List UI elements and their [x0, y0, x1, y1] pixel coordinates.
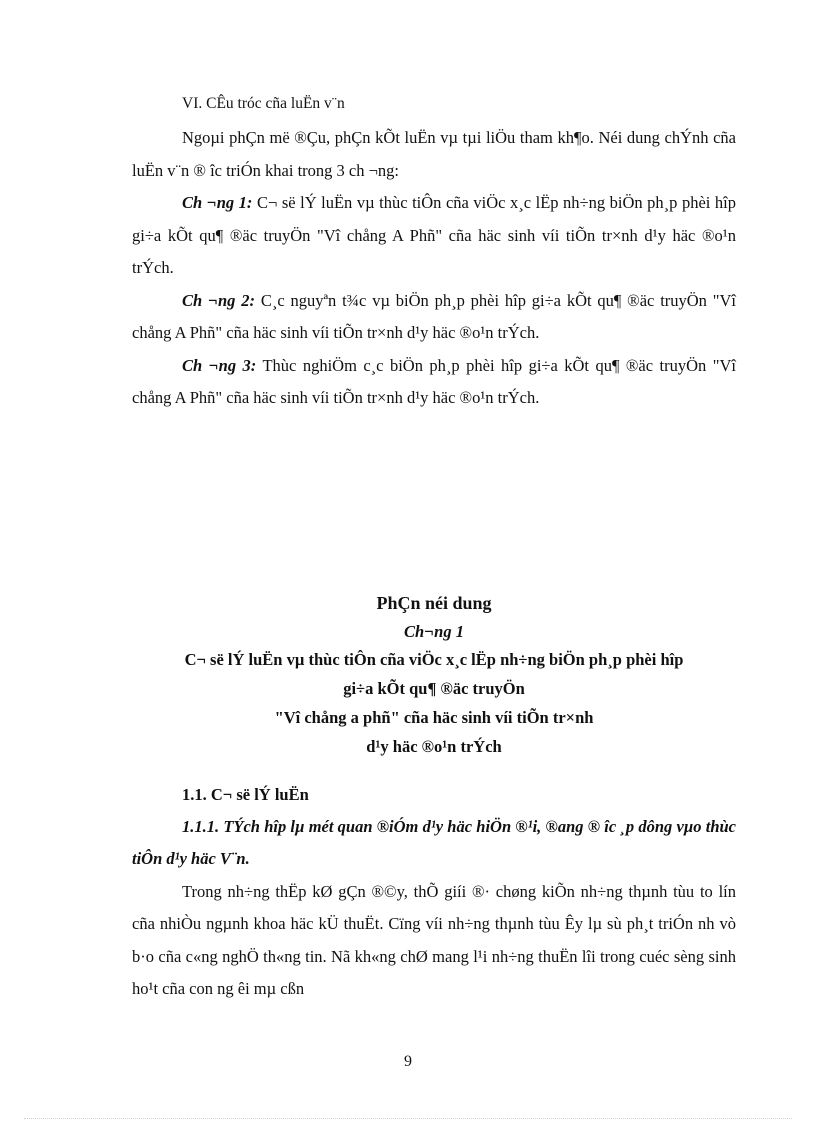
- chapter-1-label: Ch ¬ng 1:: [182, 193, 253, 212]
- part-title: PhÇn néi dung: [376, 592, 492, 613]
- section-1-1-1-heading: 1.1.1. TÝch hîp lµ mét quan ®iÓm d¹y häc hiÖn ®¹i, ®ang ® îc ¸p dông vµo thùc tiÔn d¹y häc V¨n.: [132, 816, 736, 868]
- blank-space: [132, 415, 736, 587]
- chapter-title-line-2: gi÷a kÕt qu¶ ®äc truyÖn: [343, 678, 525, 698]
- page-number: 9: [404, 1053, 412, 1070]
- body-paragraph: Trong nh÷ng thËp kØ gÇn ®©y, thÕ giíi ®· chøng kiÕn nh÷ng thµnh tùu to lín cña nhiÒu ngµnh khoa häc kÜ thuËt. Cïng víi nh÷ng thµnh tùu Êy lµ sù ph¸t triÓn nh vò b·o cña c«ng nghÖ th«ng tin. Nã kh«ng chØ mang l¹i nh÷ng thuËn lîi trong cuéc sèng sinh ho¹t cña con ng êi mµ cßn: [132, 881, 736, 998]
- intro-paragraph: Ngoµi phÇn më ®Çu, phÇn kÕt luËn vµ tµi liÖu tham kh¶o. Néi dung chÝnh cña luËn v¨n ® îc triÓn khai trong 3 ch ¬ng:: [132, 128, 736, 180]
- chapter-3-label: Ch ¬ng 3:: [182, 355, 257, 375]
- chapter-title-line-4: d¹y häc ®o¹n trÝch: [366, 736, 502, 756]
- chapter-1-text: C¬ së lÝ luËn vµ thùc tiÔn cña viÖc x¸c lËp nh÷ng biÖn ph¸p phèi hîp gi÷a kÕt qu¶ ®äc truyÖn "Vî chång A Phñ" cña häc sinh víi tiÕn tr×nh d¹y häc ®o¹n trÝch.: [132, 193, 736, 277]
- page-bottom-divider: [24, 1118, 792, 1119]
- section-vi-heading: VI. CÊu tróc cña luËn v¨n: [182, 95, 345, 112]
- chapter-3-text: Thùc nghiÖm c¸c biÖn ph¸p phèi hîp gi÷a kÕt qu¶ ®äc truyÖn "Vî chång A Phñ" cña häc sinh víi tiÕn tr×nh d¹y häc ®o¹n trÝch.: [132, 355, 736, 407]
- chapter-2-text: C¸c nguyªn t¾c vµ biÖn ph¸p phèi hîp gi÷a kÕt qu¶ ®äc truyÖn "Vî chång A Phñ" cña häc sinh víi tiÕn tr×nh d¹y häc ®o¹n trÝch.: [132, 290, 736, 342]
- chapter-2-label: Ch ¬ng 2:: [182, 290, 255, 310]
- chapter-1-summary: [132, 187, 736, 285]
- page-content: [132, 90, 736, 1006]
- chapter-3-summary: [132, 350, 736, 415]
- chapter-2-summary: [132, 285, 736, 350]
- chapter-label: Ch¬ng 1: [404, 621, 464, 641]
- chapter-title-line-1: C¬ së lÝ luËn vµ thùc tiÔn cña viÖc x¸c lËp nh÷ng biÖn ph¸p phèi hîp: [184, 649, 684, 669]
- section-1-1-heading: 1.1. C¬ së lÝ luËn: [182, 784, 309, 804]
- chapter-title-line-3: "Vî chång a phñ" cña häc sinh víi tiÕn tr×nh: [274, 707, 594, 727]
